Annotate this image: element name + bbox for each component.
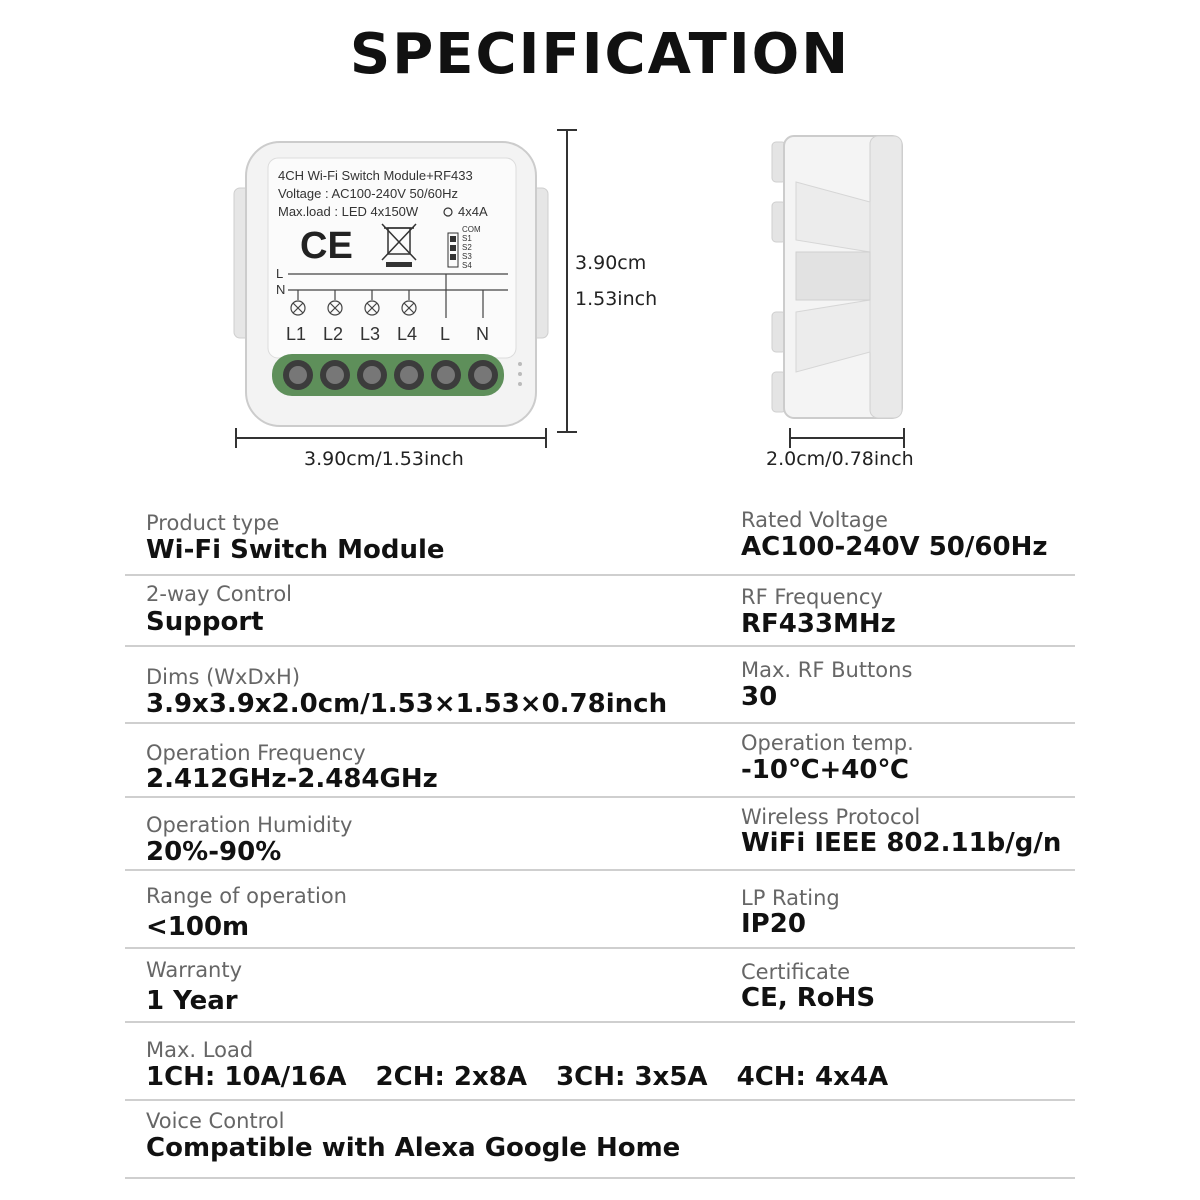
spec-label-voice-control: Voice Control xyxy=(146,1109,285,1133)
spec-value-certificate: CE, RoHS xyxy=(741,983,876,1013)
terminal-block xyxy=(272,354,504,396)
divider xyxy=(125,1099,1075,1101)
height-inch-label: 1.53inch xyxy=(575,288,658,310)
spec-value-product-type: Wi-Fi Switch Module xyxy=(146,535,445,565)
spec-label-rated-voltage: Rated Voltage xyxy=(741,508,888,532)
spec-label-op-humidity: Operation Humidity xyxy=(146,813,353,837)
terminal-label-l: L xyxy=(440,324,451,344)
spec-label-op-frequency: Operation Frequency xyxy=(146,741,366,765)
spec-value-op-humidity: 20%-90% xyxy=(146,837,282,867)
page-title: SPECIFICATION xyxy=(349,22,851,87)
spec-label-max-load: Max. Load xyxy=(146,1038,254,1062)
max-load-1ch: 1CH: 10A/16A xyxy=(146,1062,347,1092)
divider xyxy=(125,1177,1075,1179)
divider xyxy=(125,574,1075,576)
spec-label-lp-rating: LP Rating xyxy=(741,886,840,910)
spec-label-dims: Dims (WxDxH) xyxy=(146,665,301,689)
spec-label-2way-control: 2-way Control xyxy=(146,582,292,606)
max-load-2ch: 2CH: 2x8A xyxy=(375,1062,528,1092)
spec-value-range: <100m xyxy=(146,912,250,942)
terminal-label-l4: L4 xyxy=(397,324,418,344)
module-front-view xyxy=(228,128,588,448)
spec-label-range: Range of operation xyxy=(146,884,347,908)
spec-label-max-rf-buttons: Max. RF Buttons xyxy=(741,658,913,682)
device-label-line1: 4CH Wi-Fi Switch Module+RF433 xyxy=(278,168,473,183)
spec-label-certificate: Certificate xyxy=(741,960,851,984)
terminal-label-l2: L2 xyxy=(323,324,344,344)
spec-value-warranty: 1 Year xyxy=(146,986,238,1016)
s2-label: S2 xyxy=(462,243,472,252)
width-label: 3.90cm/1.53inch xyxy=(304,448,464,470)
height-dimension-line xyxy=(555,128,579,434)
max-load-3ch: 3CH: 3x5A xyxy=(556,1062,708,1092)
spec-value-rf-frequency: RF433MHz xyxy=(741,609,896,639)
divider xyxy=(125,645,1075,647)
width-dimension-line xyxy=(234,426,548,450)
n-line-label: N xyxy=(276,282,286,297)
spec-value-op-temp: -10℃+40℃ xyxy=(741,755,909,785)
spec-value-max-rf-buttons: 30 xyxy=(741,682,778,712)
terminal-label-l1: L1 xyxy=(286,324,307,344)
device-label-line3: Max.load : LED 4x150W xyxy=(278,204,419,219)
module-side-view xyxy=(766,132,916,422)
spec-label-warranty: Warranty xyxy=(146,958,243,982)
divider xyxy=(125,722,1075,724)
spec-label-op-temp: Operation temp. xyxy=(741,731,914,755)
spec-value-voice-control: Compatible with Alexa Google Home xyxy=(146,1133,681,1163)
divider xyxy=(125,796,1075,798)
s3-label: S3 xyxy=(462,252,472,261)
depth-label: 2.0cm/0.78inch xyxy=(766,448,914,470)
spec-value-lp-rating: IP20 xyxy=(741,909,806,939)
spec-label-rf-frequency: RF Frequency xyxy=(741,585,883,609)
spec-label-product-type: Product type xyxy=(146,511,280,535)
spec-value-wireless-protocol: WiFi IEEE 802.11b/g/n xyxy=(741,828,1062,858)
spec-value-max-load xyxy=(146,1062,908,1092)
divider xyxy=(125,947,1075,949)
terminal-label-n: N xyxy=(476,324,489,344)
s1-label: S1 xyxy=(462,234,472,243)
depth-dimension-line xyxy=(788,426,906,450)
s4-label: S4 xyxy=(462,261,472,270)
divider xyxy=(125,869,1075,871)
com-label: COM xyxy=(462,225,481,234)
spec-label-wireless-protocol: Wireless Protocol xyxy=(741,805,921,829)
spec-value-2way-control: Support xyxy=(146,607,264,637)
spec-value-rated-voltage: AC100-240V 50/60Hz xyxy=(741,532,1048,562)
ce-mark: CE xyxy=(300,225,353,267)
device-label-line3-suffix: 4x4A xyxy=(458,204,488,219)
terminal-label-l3: L3 xyxy=(360,324,381,344)
divider xyxy=(125,1021,1075,1023)
height-cm-label: 3.90cm xyxy=(575,252,647,274)
spec-value-op-frequency: 2.412GHz-2.484GHz xyxy=(146,764,438,794)
spec-value-dims: 3.9x3.9x2.0cm/1.53×1.53×0.78inch xyxy=(146,689,668,719)
l-line-label: L xyxy=(276,266,284,281)
max-load-4ch: 4CH: 4x4A xyxy=(736,1062,889,1092)
device-label-line2: Voltage : AC100-240V 50/60Hz xyxy=(278,186,458,201)
